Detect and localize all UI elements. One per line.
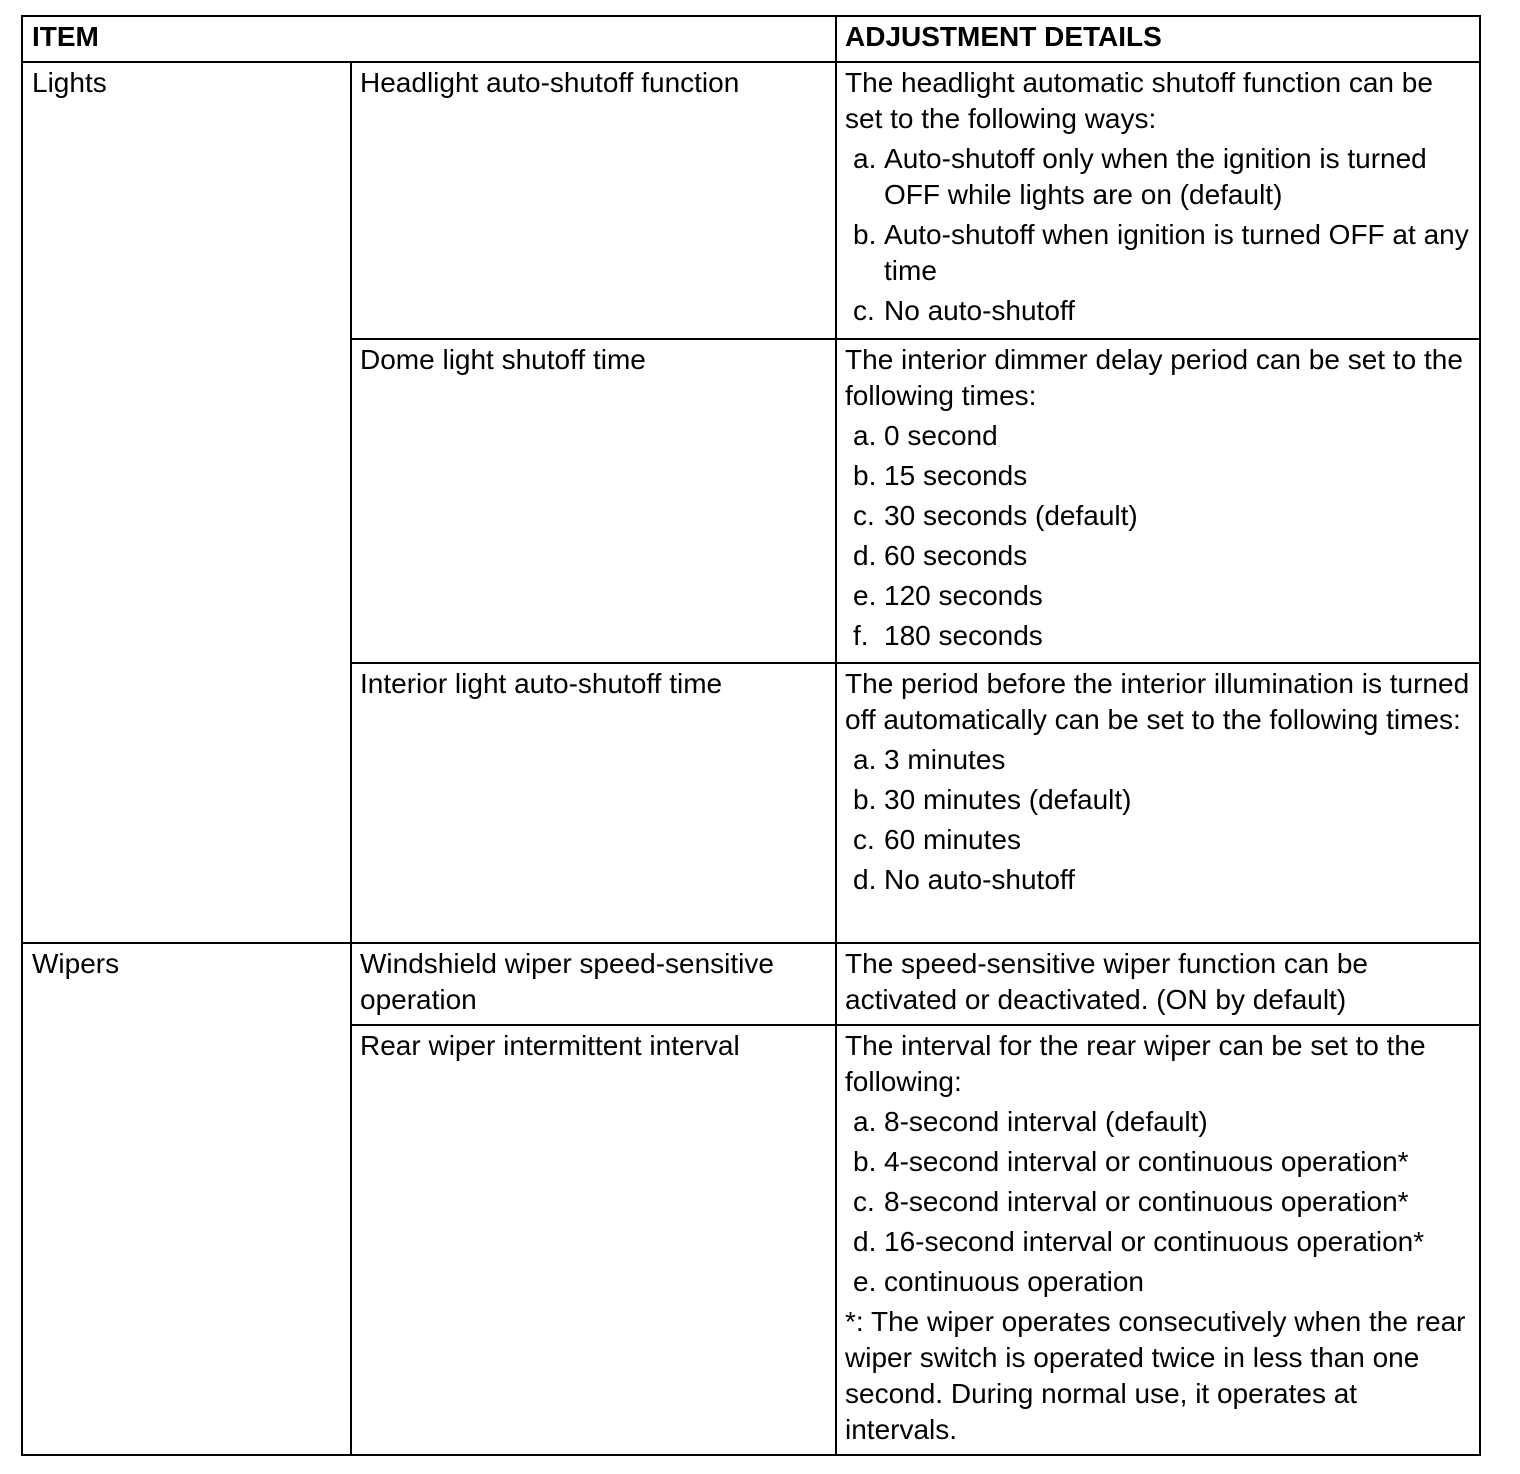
item-rear-wiper-interval: Rear wiper intermittent interval bbox=[351, 1025, 836, 1455]
list-item bbox=[853, 458, 1473, 494]
details-dome-light-shutoff bbox=[836, 339, 1480, 663]
option-text: 0 second bbox=[884, 420, 998, 451]
details-interior-light-auto-shutoff bbox=[836, 663, 1480, 943]
option-text: 60 seconds bbox=[884, 540, 1028, 571]
option-letter: b. bbox=[853, 219, 877, 250]
item-headlight-auto-shutoff: Headlight auto-shutoff function bbox=[351, 62, 836, 339]
details-intro: The speed-sensitive wiper function can be activated or deactivated. (ON by default) bbox=[845, 948, 1368, 1015]
option-text: No auto-shutoff bbox=[884, 295, 1075, 326]
item-windshield-wiper-speed-sensitive: Windshield wiper speed-sensitive operation bbox=[351, 943, 836, 1025]
option-text: 16-second interval or continuous operation* bbox=[884, 1226, 1425, 1257]
option-text: Auto-shutoff only when the ignition is turned OFF while lights are on (default) bbox=[884, 143, 1427, 210]
option-letter: d. bbox=[853, 864, 877, 895]
option-text: continuous operation bbox=[884, 1266, 1144, 1297]
option-letter: c. bbox=[853, 500, 875, 531]
header-item: ITEM bbox=[22, 16, 836, 62]
option-letter: b. bbox=[853, 1146, 877, 1177]
option-text: 3 minutes bbox=[884, 744, 1006, 775]
option-text: 8-second interval (default) bbox=[884, 1106, 1208, 1137]
list-item bbox=[853, 1144, 1473, 1180]
option-text: 120 seconds bbox=[884, 580, 1043, 611]
option-text: 60 minutes bbox=[884, 824, 1021, 855]
option-letter: b. bbox=[853, 784, 877, 815]
list-item bbox=[853, 418, 1473, 454]
settings-table bbox=[21, 15, 1481, 1456]
option-text: 30 minutes (default) bbox=[884, 784, 1132, 815]
list-item bbox=[853, 141, 1473, 213]
option-list bbox=[845, 418, 1473, 654]
table-header-row bbox=[22, 16, 1480, 62]
option-letter: d. bbox=[853, 1226, 877, 1257]
option-letter: c. bbox=[853, 295, 875, 326]
list-item bbox=[853, 538, 1473, 574]
option-list bbox=[845, 1104, 1473, 1300]
category-lights: Lights bbox=[22, 62, 351, 943]
list-item bbox=[853, 293, 1473, 329]
option-letter: d. bbox=[853, 540, 877, 571]
option-letter: f. bbox=[853, 620, 869, 651]
details-headlight-auto-shutoff bbox=[836, 62, 1480, 339]
table-row bbox=[22, 62, 1480, 339]
option-letter: e. bbox=[853, 580, 877, 611]
list-item bbox=[853, 1224, 1473, 1260]
option-list bbox=[845, 141, 1473, 329]
details-intro: The headlight automatic shutoff function can be set to the following ways: bbox=[845, 67, 1433, 134]
details-intro: The period before the interior illumination is turned off automatically can be set to the following times: bbox=[845, 668, 1470, 735]
option-letter: c. bbox=[853, 824, 875, 855]
item-dome-light-shutoff: Dome light shutoff time bbox=[351, 339, 836, 663]
list-item bbox=[853, 217, 1473, 289]
details-rear-wiper-interval bbox=[836, 1025, 1480, 1455]
table-row bbox=[22, 943, 1480, 1025]
option-letter: b. bbox=[853, 460, 877, 491]
list-item bbox=[853, 578, 1473, 614]
header-adjustment-details: ADJUSTMENT DETAILS bbox=[836, 16, 1480, 62]
option-text: No auto-shutoff bbox=[884, 864, 1075, 895]
list-item bbox=[853, 1184, 1473, 1220]
option-text: 4-second interval or continuous operation* bbox=[884, 1146, 1409, 1177]
list-item bbox=[853, 1264, 1473, 1300]
details-windshield-wiper-speed-sensitive bbox=[836, 943, 1480, 1025]
list-item bbox=[853, 742, 1473, 778]
option-text: Auto-shutoff when ignition is turned OFF at any time bbox=[884, 219, 1469, 286]
details-intro: The interior dimmer delay period can be set to the following times: bbox=[845, 344, 1463, 411]
option-letter: a. bbox=[853, 143, 877, 174]
option-list bbox=[845, 742, 1473, 898]
option-letter: c. bbox=[853, 1186, 875, 1217]
list-item bbox=[853, 862, 1473, 898]
option-text: 8-second interval or continuous operation* bbox=[884, 1186, 1409, 1217]
footnote: *: The wiper operates consecutively when the rear wiper switch is operated twice in less than one second. During normal use, it operates at intervals. bbox=[845, 1306, 1466, 1445]
list-item bbox=[853, 822, 1473, 858]
list-item bbox=[853, 1104, 1473, 1140]
option-letter: a. bbox=[853, 1106, 877, 1137]
option-letter: a. bbox=[853, 744, 877, 775]
list-item bbox=[853, 498, 1473, 534]
option-text: 15 seconds bbox=[884, 460, 1028, 491]
item-interior-light-auto-shutoff: Interior light auto-shutoff time bbox=[351, 663, 836, 943]
option-letter: a. bbox=[853, 420, 877, 451]
details-intro: The interval for the rear wiper can be set to the following: bbox=[845, 1030, 1426, 1097]
category-wipers: Wipers bbox=[22, 943, 351, 1455]
option-letter: e. bbox=[853, 1266, 877, 1297]
option-text: 30 seconds (default) bbox=[884, 500, 1138, 531]
list-item bbox=[853, 618, 1473, 654]
option-text: 180 seconds bbox=[884, 620, 1043, 651]
list-item bbox=[853, 782, 1473, 818]
